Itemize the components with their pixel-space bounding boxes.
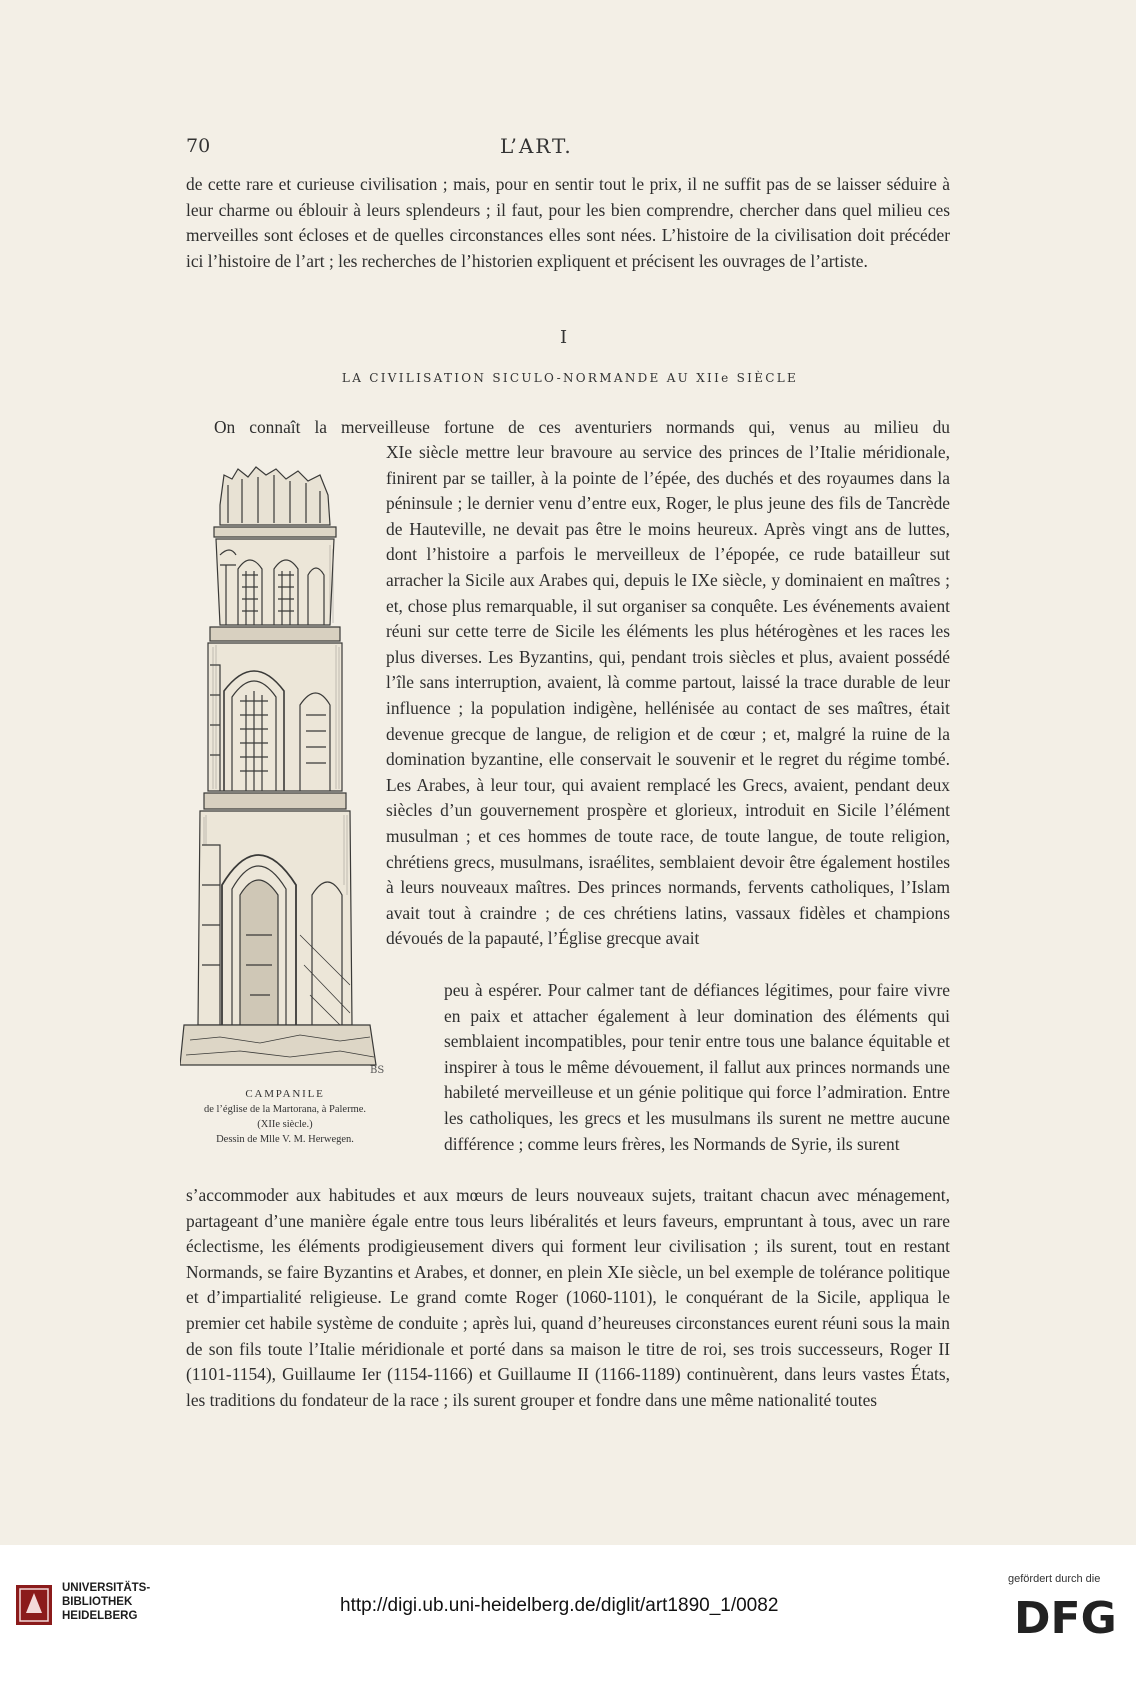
text-column-narrow (386, 440, 950, 952)
column-narrow-text: XIe siècle mettre leur bravoure au service des princes de l’Italie méridionale, finirent par se tailler, à la pointe de l’épée, des duchés et des royaumes dans la péninsule ; le dernier venu d’entre eux, Roger, le plus jeune des fils de Tancrède de Hauteville, ne devait pas être le moins heureux. Après vingt ans de luttes, dont l’histoire a parfois le merveilleux de l’épopée, ce rude batailleur sut arracher la Sicile aux Arabes qui, depuis le IXe siècle, y dominaient en maîtres ; et, chose plus remarquable, il sut organiser sa conquête. Les événements avaient réuni sur cette terre de Sicile les éléments les plus hétérogènes et les races les plus diverses. Les Byzantins, qui, pendant trois siècles et plus, avaient possédé l’île sans interruption, avaient, là comme partout, laissé la trace durable de leur influence ; la population indigène, hellénisée au contact de ses maîtres, était devenue grecque de langue, de religion et de cœur ; et, malgré la ruine de la domination byzantine, elle conservait le souvenir et le regret du régime tombé. Les Arabes, à leur tour, qui avaient remplacé les Grecs, avaient, pendant deux siècles d’un gouvernement prospère et glorieux, introduit en Sicile l’élément musulman ; et ces hommes de toute race, de toute langue, de toute religion, chrétiens grecs, musulmans, israélites, semblaient devoir être également hostiles à leurs nouveaux maîtres. Des princes normands, fervents catholiques, l’Islam avait tout à craindre ; de ces chrétiens latins, vassaux fidèles et champions dévoués de la papauté, l’Église grecque avait (386, 442, 950, 949)
dfg-logo-text: DFG (1014, 1593, 1117, 1639)
dfg-logo (1012, 1591, 1124, 1639)
campanile-illustration (180, 465, 390, 1077)
illustration-caption (150, 1087, 420, 1147)
permalink-url[interactable]: http://digi.ub.uni-heidelberg.de/diglit/art1890_1/0082 (340, 1595, 779, 1616)
caption-line-3: Dessin de Mlle V. M. Herwegen. (216, 1134, 354, 1145)
intro-text: de cette rare et curieuse civilisation ; mais, pour en sentir tout le prix, il ne suffit pas de se laisser séduire à leur charme ou éblouir à leurs splendeurs ; il faut, pour les bien comprendre, chercher dans quel milieu ces merveilles sont écloses et de quelles circonstances elles sont nées. L’histoire de la civilisation doit précéder ici l’histoire de l’art ; les recherches de l’historien expliquent et précisent les ouvrages de l’artiste. (186, 174, 950, 271)
column-narrower-text: peu à espérer. Pour calmer tant de défiances légitimes, pour faire vivre en paix et attacher également à leur domination des éléments qui semblaient incompatibles, pour tenir entre tous une balance équitable et inspirer à tous le même dévouement, il fallut aux princes normands une habileté merveilleuse et un génie politique qui force l’admiration. Entre les catholiques, les grecs et les musulmans ils surent ne mettre aucune différence ; comme leurs frères, les Normands de Syrie, ils surent (444, 980, 950, 1154)
institution-line-2: BIBLIOTHEK (62, 1596, 133, 1608)
first-line-text: On connaît la merveilleuse fortune de ces aventuriers normands qui, venus au milieu du (214, 417, 950, 437)
university-seal-icon (14, 1583, 54, 1627)
caption-line-1: de l’église de la Martorana, à Palerme. (203, 1104, 367, 1115)
sponsor-label: gefördert durch die (1008, 1573, 1101, 1585)
institution-line-1: UNIVERSITÄTS- (62, 1582, 151, 1594)
section-title: LA CIVILISATION SICULO-NORMANDE AU XIIe SIÈCLE (341, 371, 799, 385)
text-column-narrower (444, 978, 950, 1157)
intro-paragraph (186, 172, 950, 274)
institution-name (62, 1581, 150, 1623)
institution-line-3: HEIDELBERG (62, 1610, 138, 1622)
page-number: 70 (186, 135, 211, 157)
running-head: L’ART. (500, 134, 573, 158)
text-column-full (186, 1183, 950, 1413)
column-full-text: s’accommoder aux habitudes et aux mœurs de leurs nouveaux sujets, traitant chacun avec ménagement, partageant d’une manière égale entre tous leurs libéralités et leurs faveurs, empruntant à tous, avec un rare éclectisme, les éléments prodigieusement divers qui forment leur civilisation ; ils surent, tout en restant Normands, se faire Byzantins et Arabes, et donner, en plein XIe siècle, un bel exemple de tolérance politique et d’impartialité religieuse. Le grand comte Roger (1060-1101), le conquérant de la Sicile, appliqua le premier cet habile système de conduite ; après lui, quand d’heureuses circonstances eurent réuni sous la main de son fils toute l’Italie méridionale et porté dans sa maison le titre de roi, ses trois successeurs, Roger II (1101-1154), Guillaume Ier (1154-1166) et Guillaume II (1166-1189) continuèrent, dans leurs vastes États, les traditions du fondateur de la race ; ils surent grouper et fondre dans une même nationalité toutes (186, 1185, 950, 1410)
caption-line-2: (XIIe siècle.) (257, 1119, 313, 1130)
artist-signature: BS (370, 1065, 385, 1076)
viewer-footer (0, 1545, 1136, 1700)
caption-title: CAMPANILE (245, 1088, 325, 1100)
section-number: I (560, 327, 568, 348)
first-line (214, 415, 950, 441)
